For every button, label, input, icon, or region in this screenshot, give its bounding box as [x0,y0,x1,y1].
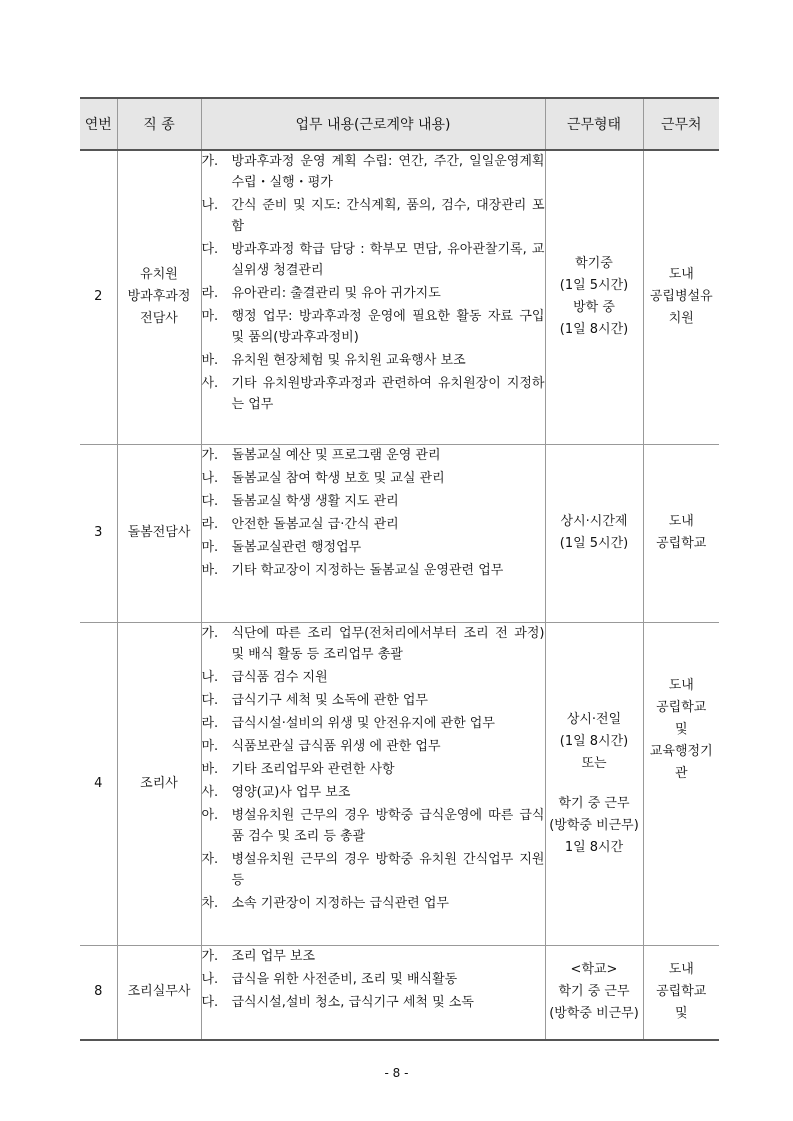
workplace-line: 도내 [668,677,694,693]
work-type-line: 상시·전일 [566,711,622,727]
header-job: 직 종 [117,98,201,150]
row-duties [201,945,545,1040]
page-number: - 8 - [384,1066,409,1080]
duty-marker: 사. [201,376,219,391]
duty-marker: 가. [201,447,219,463]
duty-text: 간식 준비 및 지도: 간식계획, 품의, 검수, 대장관리 포함 [231,198,545,234]
row-duties [201,622,545,945]
duty-item [202,537,545,558]
table-row [80,622,719,945]
row-workplace [643,622,719,945]
row-job [117,945,201,1040]
work-type-line: (방학중 비근무) [549,1006,639,1022]
duty-item [202,690,545,711]
duty-text: 급식시설,설비 청소, 급식기구 세척 및 소독 [231,994,474,1010]
duty-text: 조리 업무 보조 [231,948,316,964]
work-type-line: (1일 8시간) [559,322,629,338]
duty-item [202,239,545,281]
duty-marker: 다. [201,242,219,257]
row-work-type [545,622,643,945]
duty-item [202,759,545,780]
row-work-type [545,150,643,444]
duty-marker: 자. [201,851,219,867]
duty-text: 기타 조리업무와 관련한 사항 [231,761,395,777]
duty-item [202,468,545,489]
row-no: 8 [80,945,117,1040]
row-workplace [643,150,719,444]
duty-text: 방과후과정 학급 담당 : 학부모 면담, 유아관찰기록, 교실위생 청결관리 [231,242,545,278]
header-workplace: 근무처 [643,98,719,150]
duty-item [202,283,545,304]
table-row [80,945,719,1040]
duty-text: 식단에 따른 조리 업무(전처리에서부터 조리 전 과정) 및 배식 활동 등 조리업무 총괄 [231,625,545,662]
workplace-line: 교육행정기 [649,743,713,759]
duty-text: 병설유치원 근무의 경우 방학중 유치원 간식업무 지원 등 [231,851,545,888]
workplace-line: 공립병설유 [649,289,713,305]
workplace-line: 도내 [668,514,694,529]
duty-item [202,445,545,466]
duty-text: 안전한 돌봄교실 급·간식 관리 [231,516,399,532]
workplace-line: 공립학교 [656,984,707,1000]
duty-marker: 사. [201,784,219,800]
row-job [117,622,201,945]
duty-marker: 바. [201,761,219,777]
duty-marker: 라. [201,715,219,731]
work-type-line: 또는 [581,755,607,771]
duty-item [202,736,545,757]
duty-item [202,373,545,415]
work-type-line: 1일 8시간 [564,839,624,855]
workplace-line: 도내 [668,962,694,978]
duty-item [202,306,545,348]
duty-marker: 마. [201,539,219,555]
work-type-gap [546,775,643,793]
duty-text: 기타 유치원방과후과정과 관련하여 유치원장이 지정하는 업무 [231,376,545,412]
duty-text: 돌봄교실 예산 및 프로그램 운영 관리 [231,447,441,463]
duty-text: 급식시설·설비의 위생 및 안전유지에 관한 업무 [231,715,495,731]
table-row [80,150,719,444]
duty-text: 급식을 위한 사전준비, 조리 및 배식활동 [231,971,458,987]
duty-text: 돌봄교실관련 행정업무 [231,539,362,555]
table-header-row [80,98,719,150]
workplace-line: 공립학교 [656,699,707,715]
duty-text: 급식품 검수 지원 [231,669,328,685]
duty-item [202,195,545,237]
duty-text: 유치원 현장체험 및 유치원 교육행사 보조 [231,353,466,368]
duty-marker: 차. [201,895,219,911]
workplace-line: 치원 [668,311,694,327]
work-type-line: <학교> [570,962,618,978]
workplace-line: 관 [674,765,688,781]
work-type-line: (1일 5시간) [559,536,629,551]
work-type-line: (1일 5시간) [559,278,629,294]
duty-marker: 나. [201,669,219,685]
row-duties [201,444,545,622]
header-duties: 업무 내용(근로계약 내용) [201,98,545,150]
work-type-line: 학기 중 근무 [558,795,630,811]
duty-item [202,514,545,535]
duty-marker: 가. [201,625,219,641]
duty-marker: 마. [201,309,219,324]
duty-item [202,992,545,1013]
row-no: 4 [80,622,117,945]
duty-marker: 나. [201,198,219,213]
duty-item [202,893,545,914]
duty-text: 소속 기관장이 지정하는 급식관련 업무 [231,895,449,911]
duty-marker: 다. [201,692,219,708]
workplace-line: 도내 [668,267,694,283]
duty-text: 급식기구 세척 및 소독에 관한 업무 [231,692,428,708]
workplace-line: 공립학교 [656,536,707,551]
duty-item [202,713,545,734]
work-type-line: (1일 8시간) [559,733,629,749]
row-workplace [643,444,719,622]
header-no: 연번 [80,98,117,150]
duty-text: 행정 업무: 방과후과정 운영에 필요한 활동 자료 구입 및 품의(방과후과정비) [231,309,545,345]
job-line: 조리실무사 [127,984,191,1000]
duty-item [202,560,545,581]
duty-item [202,849,545,891]
work-type-line: 학기 중 근무 [558,984,630,1000]
row-job [117,444,201,622]
workplace-line: 및 [674,1006,688,1022]
job-line: 방과후과정 [127,289,191,305]
duty-marker: 다. [201,493,219,509]
duty-marker: 바. [201,562,219,578]
row-no: 2 [80,150,117,444]
duty-item [202,151,545,193]
duty-text: 돌봄교실 학생 생활 지도 관리 [231,493,399,509]
duty-marker: 다. [201,994,219,1010]
duty-text: 방과후과정 운영 계획 수립: 연간, 주간, 일일운영계획 수립・실행・평가 [231,154,545,190]
duty-text: 기타 학교장이 지정하는 돌봄교실 운영관련 업무 [231,562,504,578]
row-no: 3 [80,444,117,622]
row-workplace [643,945,719,1040]
duty-marker: 가. [201,948,219,964]
duty-text: 병설유치원 근무의 경우 방학중 급식운영에 따른 급식품 검수 및 조리 등 총괄 [231,807,545,844]
job-line: 조리사 [140,775,178,791]
duty-marker: 나. [201,470,219,486]
workplace-line: 및 [674,721,688,737]
duty-marker: 나. [201,971,219,987]
duty-item [202,805,545,847]
duty-text: 유아관리: 출결관리 및 유아 귀가지도 [231,286,441,301]
duty-marker: 바. [201,353,219,368]
duty-item [202,350,545,371]
row-duties [201,150,545,444]
row-work-type [545,945,643,1040]
job-line: 유치원 [140,267,178,283]
job-line: 돌봄전담사 [127,525,191,540]
duty-text: 식품보관실 급식품 위생 에 관한 업무 [231,738,441,754]
duty-item [202,946,545,967]
table-row [80,444,719,622]
duty-item [202,491,545,512]
row-job [117,150,201,444]
duty-item [202,969,545,990]
work-type-line: (방학중 비근무) [549,817,639,833]
duty-marker: 마. [201,738,219,754]
duty-marker: 라. [201,516,219,532]
duty-marker: 가. [201,154,219,169]
row-work-type [545,444,643,622]
header-work-type: 근무형태 [545,98,643,150]
work-type-line: 학기중 [575,256,613,272]
duty-item [202,782,545,803]
work-type-line: 방학 중 [573,300,615,316]
duty-item [202,667,545,688]
duty-text: 돌봄교실 참여 학생 보호 및 교실 관리 [231,470,445,486]
work-type-line: 상시·시간제 [560,514,628,529]
job-line: 전담사 [140,311,178,327]
duty-text: 영양(교)사 업무 보조 [231,784,351,800]
job-duty-table [80,97,719,1041]
duty-marker: 아. [201,807,219,823]
duty-item [202,623,545,665]
duty-marker: 라. [201,286,219,301]
